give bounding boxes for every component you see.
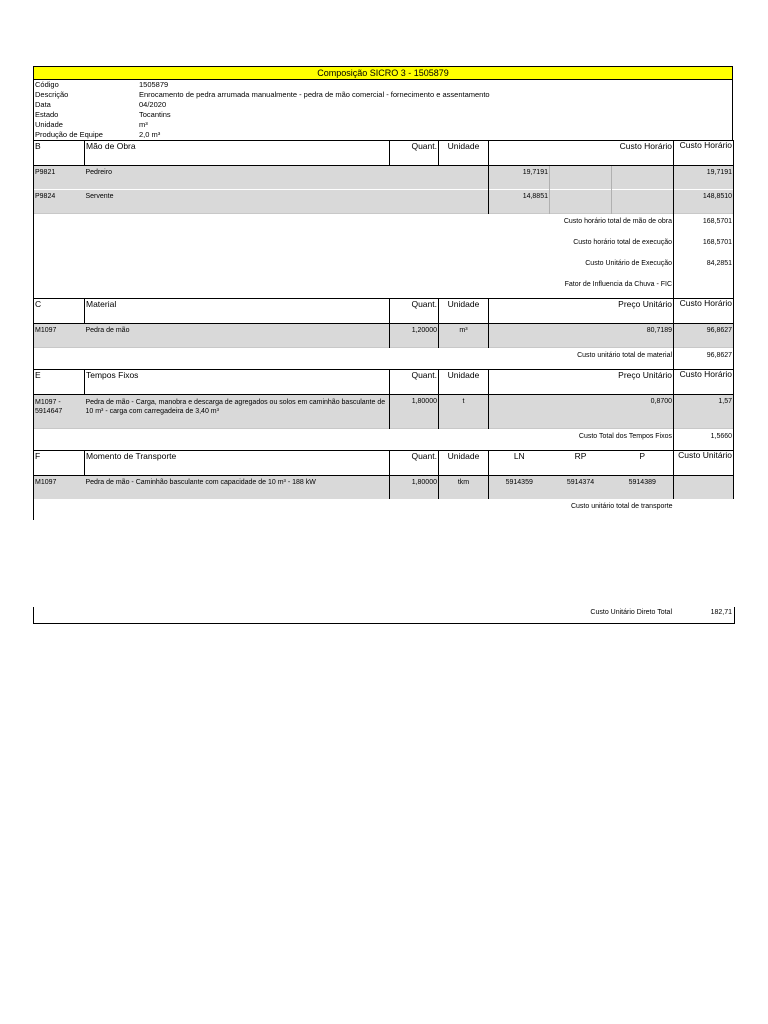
row-quant: 1,80000 (390, 476, 439, 500)
summary-row (34, 429, 734, 451)
row-unidade: m³ (439, 324, 489, 348)
section-letter: C (34, 299, 85, 324)
col-custo-horario: Custo Horário (489, 141, 674, 166)
col-quant: Quant. (390, 141, 439, 166)
table-row (34, 476, 734, 500)
col-custo: Custo Horário (674, 141, 734, 166)
info-value: 1505879 (139, 80, 169, 89)
row-desc: Pedra de mão - Carga, manobra e descarga de agregados ou solos em caminhão basculante de 10 m³ - carga com carregadeira de 3,40 m³ (85, 395, 390, 429)
info-row-producao (34, 130, 732, 140)
section-title: Tempos Fixos (85, 370, 390, 395)
row-preco: 0,8700 (489, 395, 674, 429)
row-total: 1,57 (674, 395, 734, 429)
row-code: P9821 (34, 166, 85, 190)
summary-row (34, 499, 734, 520)
info-value: 04/2020 (139, 100, 167, 109)
info-block (33, 80, 733, 140)
info-label: Unidade (35, 120, 63, 129)
row-code: P9824 (34, 190, 85, 214)
summary-value (674, 499, 734, 520)
row-ln: 5914359 (489, 476, 550, 500)
section-letter: E (34, 370, 85, 395)
composition-title: Composição SICRO 3 - 1505879 (33, 66, 733, 80)
section-letter: B (34, 141, 85, 166)
info-row-codigo (34, 80, 732, 90)
col-quant: Quant. (390, 299, 439, 324)
direct-total-value: 182,71 (710, 609, 732, 616)
info-row-data (34, 100, 732, 110)
section-header-transporte (34, 451, 734, 476)
summary-label: Fator de Influencia da Chuva - FIC (34, 277, 674, 299)
table-row (34, 190, 734, 214)
direct-total-label: Custo Unitário Direto Total (590, 609, 672, 616)
composition-table (33, 140, 734, 520)
row-p: 5914389 (612, 476, 674, 500)
info-label: Descrição (35, 90, 69, 99)
col-quant: Quant. (390, 370, 439, 395)
col-p: P (612, 451, 674, 476)
empty-cell (550, 190, 612, 214)
summary-label: Custo horário total de execução (34, 235, 674, 256)
section-header-mao-de-obra (34, 141, 734, 166)
row-preco: 80,7189 (489, 324, 674, 348)
row-code: M1097 (34, 476, 85, 500)
row-total (674, 476, 734, 500)
table-row (34, 166, 734, 190)
row-desc: Pedra de mão (85, 324, 390, 348)
col-rp: RP (550, 451, 612, 476)
composition-sheet (33, 66, 733, 520)
row-total: 148,8510 (674, 190, 734, 214)
summary-row (34, 348, 734, 370)
col-custo: Custo Horário (674, 299, 734, 324)
row-desc: Servente (85, 190, 489, 214)
section-header-material (34, 299, 734, 324)
info-value: m³ (139, 120, 148, 129)
col-custo: Custo Unitário (674, 451, 734, 476)
summary-value: 1,5660 (674, 429, 734, 451)
summary-value: 168,5701 (674, 214, 734, 236)
section-title: Momento de Transporte (85, 451, 390, 476)
table-row (34, 395, 734, 429)
row-quant: 1,80000 (390, 395, 439, 429)
info-label: Estado (35, 110, 59, 119)
section-letter: F (34, 451, 85, 476)
col-quant: Quant. (390, 451, 439, 476)
summary-value: 96,8627 (674, 348, 734, 370)
row-desc: Pedreiro (85, 166, 489, 190)
col-unidade: Unidade (439, 451, 489, 476)
section-title: Material (85, 299, 390, 324)
empty-cell (612, 190, 674, 214)
empty-cell (612, 166, 674, 190)
row-value: 19,7191 (489, 166, 550, 190)
summary-row (34, 214, 734, 236)
col-unidade: Unidade (439, 370, 489, 395)
direct-total-footer (33, 607, 735, 624)
info-label: Código (35, 80, 59, 89)
row-code: M1097 - 5914647 (34, 395, 85, 429)
summary-row (34, 277, 734, 299)
table-row (34, 324, 734, 348)
row-total: 19,7191 (674, 166, 734, 190)
summary-value: 168,5701 (674, 235, 734, 256)
col-unidade: Unidade (439, 141, 489, 166)
section-title: Mão de Obra (85, 141, 390, 166)
info-value: Enrocamento de pedra arrumada manualmente - pedra de mão comercial - fornecimento e assentamento (139, 90, 490, 99)
col-ln: LN (489, 451, 550, 476)
col-unidade: Unidade (439, 299, 489, 324)
row-code: M1097 (34, 324, 85, 348)
row-unidade: tkm (439, 476, 489, 500)
row-quant: 1,20000 (390, 324, 439, 348)
summary-label: Custo unitário total de transporte (34, 499, 674, 520)
summary-value (674, 277, 734, 299)
info-label: Data (35, 100, 51, 109)
col-custo: Custo Horário (674, 370, 734, 395)
row-desc: Pedra de mão - Caminhão basculante com capacidade de 10 m³ - 188 kW (85, 476, 390, 500)
summary-label: Custo Unitário de Execução (34, 256, 674, 277)
row-value: 14,8851 (489, 190, 550, 214)
info-row-descricao (34, 90, 732, 100)
summary-row (34, 235, 734, 256)
section-header-tempos-fixos (34, 370, 734, 395)
info-value: 2,0 m³ (139, 130, 161, 139)
summary-row (34, 256, 734, 277)
col-preco: Preço Unitário (489, 370, 674, 395)
summary-value: 84,2851 (674, 256, 734, 277)
summary-label: Custo unitário total de material (34, 348, 674, 370)
info-row-unidade (34, 120, 732, 130)
row-unidade: t (439, 395, 489, 429)
col-preco: Preço Unitário (489, 299, 674, 324)
empty-cell (550, 166, 612, 190)
info-row-estado (34, 110, 732, 120)
summary-label: Custo Total dos Tempos Fixos (34, 429, 674, 451)
summary-label: Custo horário total de mão de obra (34, 214, 674, 236)
info-label: Produção de Equipe (35, 130, 103, 139)
info-value: Tocantins (139, 110, 171, 119)
row-rp: 5914374 (550, 476, 612, 500)
row-total: 96,8627 (674, 324, 734, 348)
